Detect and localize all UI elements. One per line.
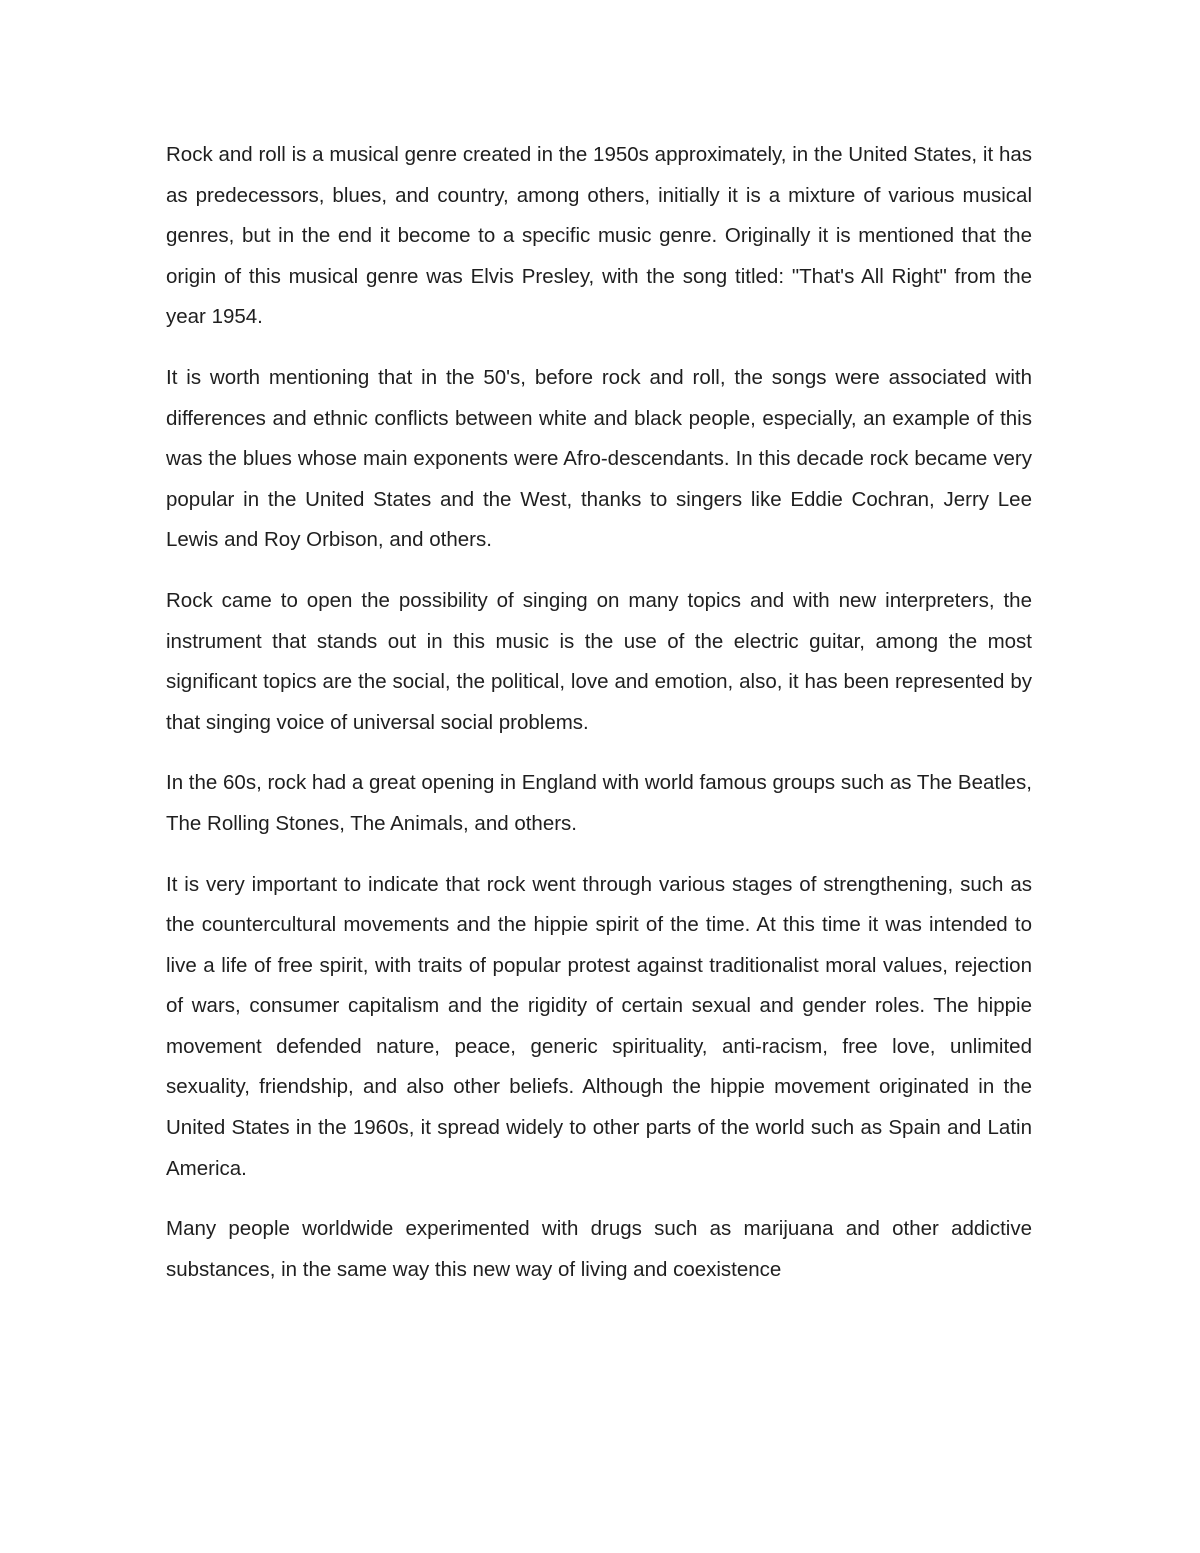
paragraph-rock-topics: Rock came to open the possibility of singing on many topics and with new interpreters, the instrument that stands out in this music is the use of the electric guitar, among the most significant topics are the social, the political, love and emotion, also, it has been represented by that singing voice of universal social problems. [166, 588, 1032, 734]
paragraph-fifties-context: It is worth mentioning that in the 50's, before rock and roll, the songs were associated with differences and ethnic conflicts between white and black people, especially, an example of this was the blues whose main exponents were Afro-descendants. In this decade rock became very popular in the United States and the West, thanks to singers like Eddie Cochran, Jerry Lee Lewis and Roy Orbison, and others. [166, 365, 1032, 552]
paragraph-drugs: Many people worldwide experimented with drugs such as marijuana and other addictive substances, in the same way this new way of living and coexistence [166, 1217, 1032, 1281]
document-body [166, 135, 1032, 1310]
paragraph-hippie-movement: It is very important to indicate that rock went through various stages of strengthening, such as the countercultural movements and the hippie spirit of the time. At this time it was intended to live a life of free spirit, with traits of popular protest against traditionalist moral values, rejection of wars, consumer capitalism and the rigidity of certain sexual and gender roles. The hippie movement defended nature, peace, generic spirituality, anti-racism, free love, unlimited sexuality, friendship, and also other beliefs. Although the hippie movement originated in the United States in the 1960s, it spread widely to other parts of the world such as Spain and Latin America. [166, 872, 1032, 1180]
paragraph-rock-origins: Rock and roll is a musical genre created in the 1950s approximately, in the United States, it has as predecessors, blues, and country, among others, initially it is a mixture of various musical genres, but in the end it become to a specific music genre. Originally it is mentioned that the origin of this musical genre was Elvis Presley, with the song titled: "That's All Right" from the year 1954. [166, 143, 1032, 329]
paragraph-sixties-england: In the 60s, rock had a great opening in England with world famous groups such as The Beatles, The Rolling Stones, The Animals, and others. [166, 771, 1032, 835]
